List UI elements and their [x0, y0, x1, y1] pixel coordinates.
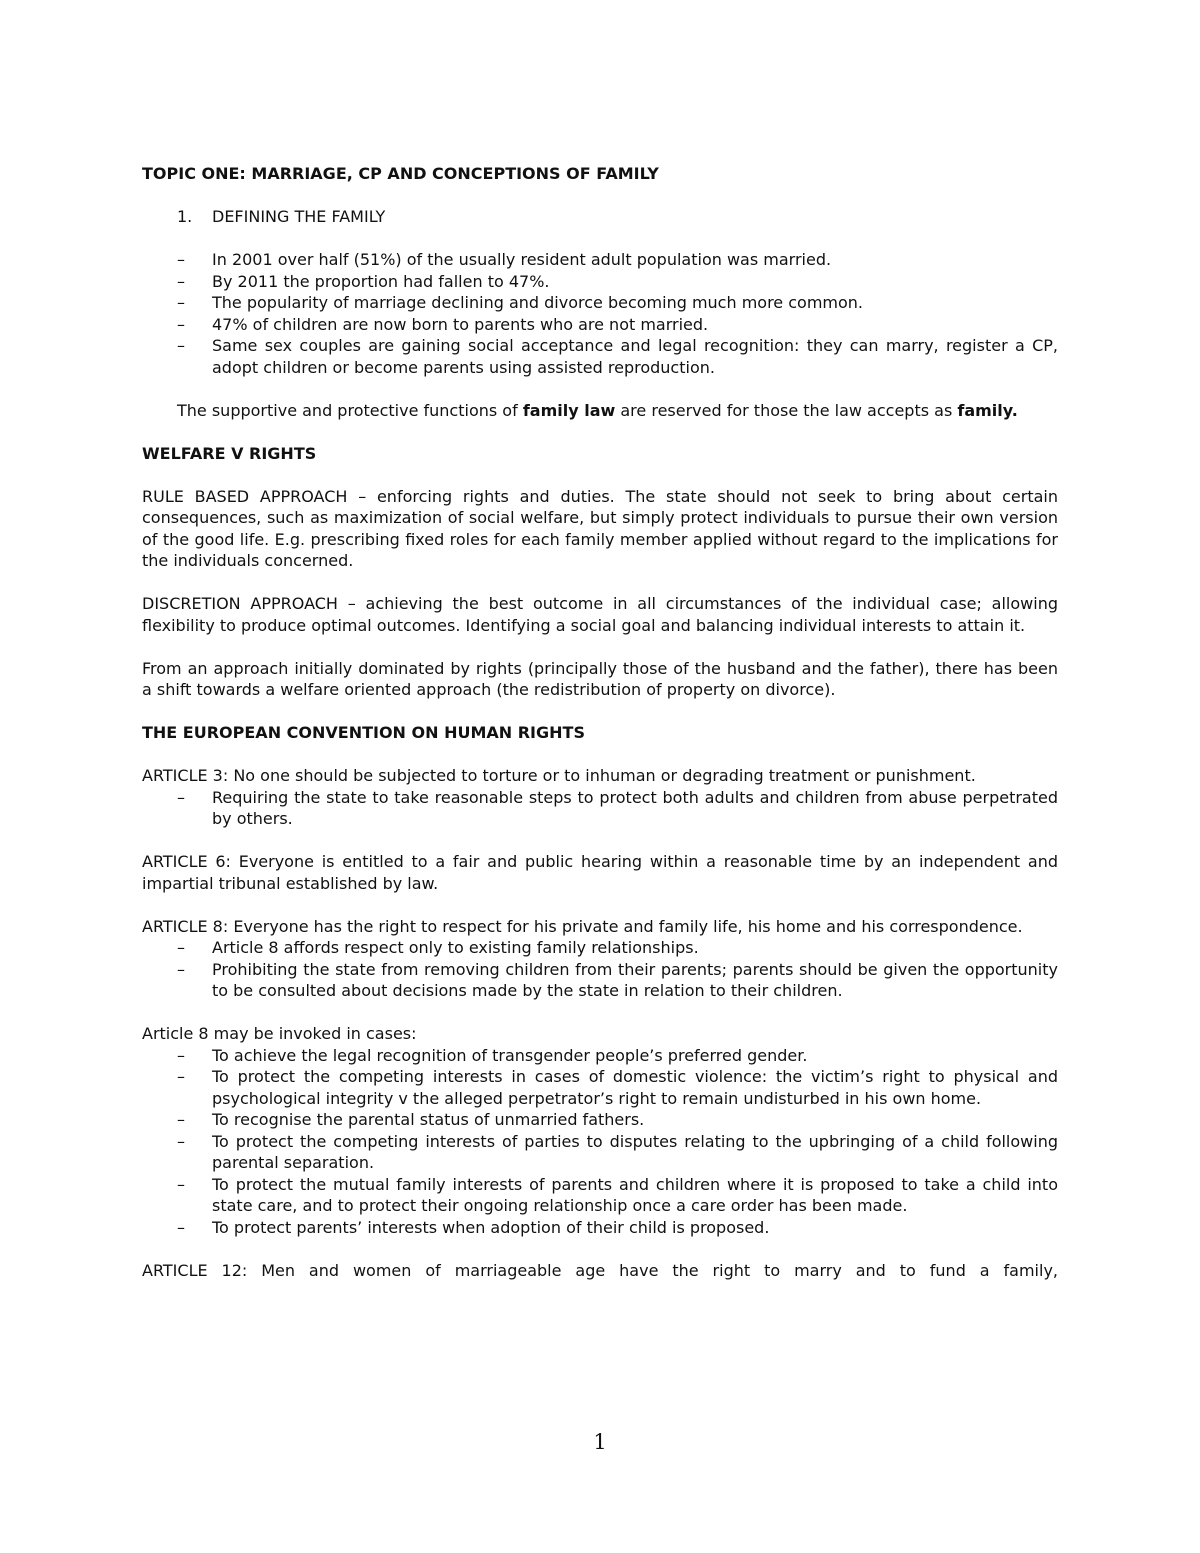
- section-number: 1.: [177, 207, 193, 226]
- list-item: – To recognise the parental status of unmarried fathers.: [142, 1109, 1058, 1131]
- article-3-list: [142, 787, 1058, 830]
- article-8-invoked-intro: Article 8 may be invoked in cases:: [142, 1024, 417, 1043]
- list-item: – To protect parents’ interests when adoption of their child is proposed.: [142, 1217, 1058, 1239]
- page-number: 1: [593, 1430, 607, 1454]
- article-12-paragraph: ARTICLE 12: Men and women of marriageable age have the right to marry and to fund a family,: [142, 1260, 1058, 1280]
- document-body: [142, 163, 1058, 1281]
- list-item: – The popularity of marriage declining and divorce becoming much more common.: [142, 292, 1058, 314]
- rule-based-paragraph: RULE BASED APPROACH – enforcing rights and duties. The state should not seek to bring about certain consequences, such as maximization of social welfare, but simply protect individuals to pursue their own version of the good life. E.g. prescribing fixed roles for each family member applied without regard to the implications for the individuals concerned.: [142, 486, 1058, 570]
- list-item: – To protect the competing interests in cases of domestic violence: the victim’s right to physical and psychological integrity v the alleged perpetrator’s right to remain undisturbed in his own home.: [142, 1066, 1058, 1109]
- list-item: – Prohibiting the state from removing children from their parents; parents should be given the opportunity to be consulted about decisions made by the state in relation to their children.: [142, 959, 1058, 1002]
- list-item: – Article 8 affords respect only to existing family relationships.: [142, 937, 1058, 959]
- article-8-cases-list: [142, 1045, 1058, 1239]
- list-item: – To achieve the legal recognition of transgender people’s preferred gender.: [142, 1045, 1058, 1067]
- article-3-paragraph: ARTICLE 3: No one should be subjected to torture or to inhuman or degrading treatment or punishment.: [142, 766, 976, 785]
- family-statistics-list: [142, 249, 1058, 378]
- list-item: – To protect the competing interests of parties to disputes relating to the upbringing of a child following parental separation.: [142, 1131, 1058, 1174]
- list-item: – Same sex couples are gaining social acceptance and legal recognition: they can marry, register a CP, adopt children or become parents using assisted reproduction.: [142, 335, 1058, 378]
- page-title: TOPIC ONE: MARRIAGE, CP AND CONCEPTIONS OF FAMILY: [142, 164, 659, 183]
- article-6-paragraph: ARTICLE 6: Everyone is entitled to a fair and public hearing within a reasonable time by an independent and impartial tribunal established by law.: [142, 852, 1058, 893]
- discretion-paragraph: DISCRETION APPROACH – achieving the best outcome in all circumstances of the individual case; allowing flexibility to produce optimal outcomes. Identifying a social goal and balancing individual interests to attain it.: [142, 594, 1058, 635]
- bold-term: family law: [522, 400, 616, 420]
- bold-term: family.: [957, 400, 1018, 420]
- section-heading-defining-family: [142, 206, 1058, 228]
- section-heading-text: DEFINING THE FAMILY: [212, 207, 386, 226]
- heading-echr: THE EUROPEAN CONVENTION ON HUMAN RIGHTS: [142, 723, 585, 742]
- list-item: – To protect the mutual family interests of parents and children where it is proposed to take a child into state care, and to protect their ongoing relationship once a care order has been made.: [142, 1174, 1058, 1217]
- list-item: – Requiring the state to take reasonable steps to protect both adults and children from abuse perpetrated by others.: [142, 787, 1058, 830]
- family-law-paragraph: The supportive and protective functions of family law are reserved for those the law accepts as family.: [177, 400, 1018, 420]
- list-item: – By 2011 the proportion had fallen to 47%.: [142, 271, 1058, 293]
- article-8-paragraph: ARTICLE 8: Everyone has the right to respect for his private and family life, his home and his correspondence.: [142, 916, 1023, 936]
- heading-welfare-rights: WELFARE V RIGHTS: [142, 443, 317, 463]
- shift-paragraph: From an approach initially dominated by rights (principally those of the husband and the father), there has been a shift towards a welfare oriented approach (the redistribution of property on divorce).: [142, 658, 1058, 699]
- list-item: – In 2001 over half (51%) of the usually resident adult population was married.: [142, 249, 1058, 271]
- article-8-list: [142, 937, 1058, 1002]
- list-item: – 47% of children are now born to parents who are not married.: [142, 314, 1058, 336]
